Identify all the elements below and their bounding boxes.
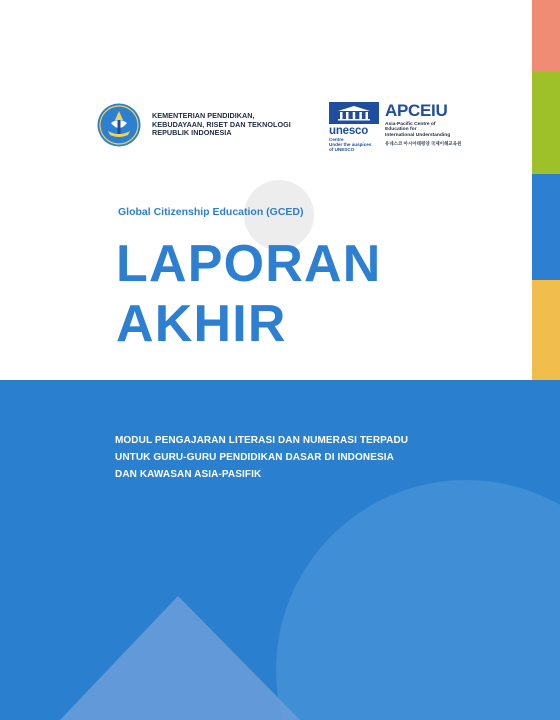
apceiu-korean-name: 유네스코 아시아태평양 국제이해교육원 [385, 141, 462, 147]
apceiu-logo [385, 102, 495, 150]
coral-stripe [532, 0, 560, 72]
ministry-line: REPUBLIK INDONESIA [152, 128, 232, 138]
module-title-line: MODUL PENGAJARAN LITERASI DAN NUMERASI TERPADU [115, 435, 409, 446]
tut-wuri-handayani-emblem-icon [96, 102, 142, 148]
green-stripe [532, 72, 560, 174]
blue-stripe [532, 174, 560, 280]
apceiu-subtitle-line: Asia-Pacific Centre of [385, 122, 436, 127]
apceiu-wordmark: APCEIU [385, 101, 448, 120]
unesco-caption-line: Under the auspices [329, 142, 372, 148]
module-title-line: UNTUK GURU-GURU PENDIDIKAN DASAR DI INDONESIA [115, 452, 394, 463]
blue-band [0, 380, 560, 720]
unesco-temple-icon [329, 102, 379, 124]
band-decorative-triangle [0, 380, 560, 720]
report-title-line: AKHIR [116, 295, 287, 353]
ministry-line: KEMENTERIAN PENDIDIKAN, [152, 111, 255, 121]
ministry-name [152, 112, 291, 138]
module-title-line: DAN KAWASAN ASIA-PASIFIK [115, 469, 262, 480]
ministry-logo [96, 102, 336, 148]
apceiu-subtitle [385, 122, 495, 138]
report-title [116, 234, 382, 354]
unesco-wordmark: unesco [329, 125, 369, 137]
ministry-line: KEBUDAYAAN, RISET DAN TEKNOLOGI [152, 119, 291, 129]
unesco-caption-line: Centre [329, 137, 344, 142]
yellow-stripe [532, 280, 560, 380]
program-name: Global Citizenship Education (GCED) [118, 206, 304, 218]
unesco-caption [329, 137, 383, 153]
apceiu-subtitle-line: Education for [385, 127, 417, 133]
report-title-line: LAPORAN [116, 235, 382, 293]
unesco-logo [329, 102, 383, 153]
unesco-caption-line: of UNESCO [329, 147, 355, 153]
module-title [115, 432, 408, 483]
apceiu-subtitle-line: International Understanding [385, 132, 451, 138]
